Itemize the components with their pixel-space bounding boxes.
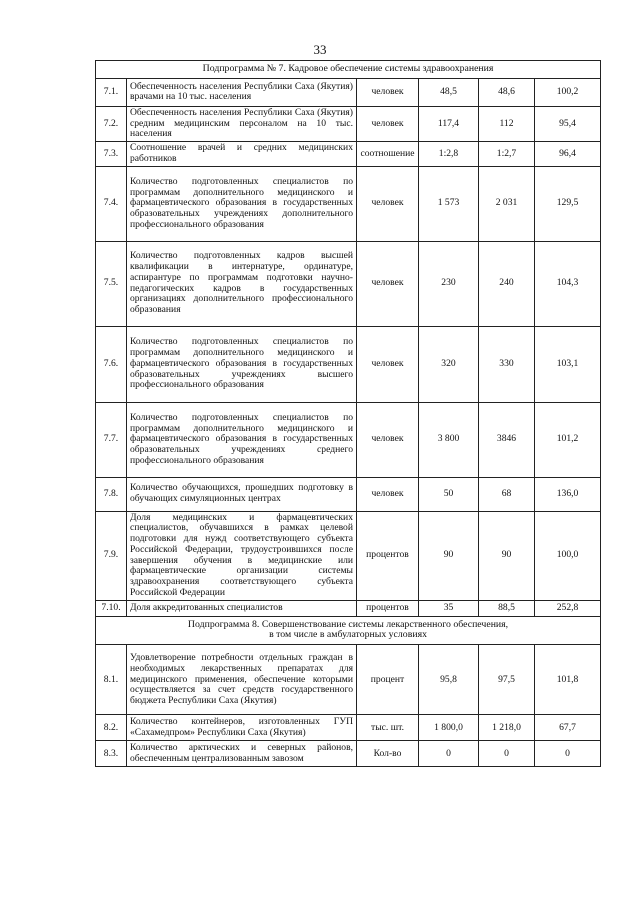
table-row [96, 715, 601, 741]
plan-value: 117,4 [419, 106, 479, 141]
fact-value: 68 [479, 477, 535, 511]
table-row [96, 741, 601, 767]
fact-value: 90 [479, 511, 535, 600]
completion-percent: 104,3 [535, 241, 601, 326]
plan-value: 90 [419, 511, 479, 600]
fact-value: 3846 [479, 402, 535, 477]
fact-value: 112 [479, 106, 535, 141]
completion-percent: 0 [535, 741, 601, 767]
plan-value: 48,5 [419, 78, 479, 106]
subprogram-7-header [96, 61, 601, 79]
indicator-description: Количество контейнеров, изготовленных ГУП «Сахамедпром» Республики Саха (Якутия) [127, 715, 357, 741]
unit-of-measure: человек [357, 326, 419, 402]
plan-value: 1:2,8 [419, 142, 479, 166]
completion-percent: 101,8 [535, 645, 601, 715]
row-number: 7.9. [96, 511, 127, 600]
table-row [96, 106, 601, 141]
table-row [96, 326, 601, 402]
plan-value: 35 [419, 600, 479, 616]
table-row [96, 166, 601, 241]
completion-percent: 101,2 [535, 402, 601, 477]
completion-percent: 95,4 [535, 106, 601, 141]
indicator-description: Количество подготовленных специалистов по программам дополнительного медицинского и фармацевтического образования в государственных образовательных учреждениях высшего профессионального образования [127, 326, 357, 402]
fact-value: 330 [479, 326, 535, 402]
table-row [96, 511, 601, 600]
completion-percent: 67,7 [535, 715, 601, 741]
plan-value: 0 [419, 741, 479, 767]
unit-of-measure: человек [357, 78, 419, 106]
completion-percent: 96,4 [535, 142, 601, 166]
fact-value: 88,5 [479, 600, 535, 616]
unit-of-measure: человек [357, 402, 419, 477]
indicator-description: Соотношение врачей и средних медицинских работников [127, 142, 357, 166]
unit-of-measure: человек [357, 166, 419, 241]
plan-value: 1 573 [419, 166, 479, 241]
unit-of-measure: процентов [357, 511, 419, 600]
subprogram-7-title: Подпрограмма № 7. Кадровое обеспечение системы здравоохранения [96, 61, 601, 79]
table-row [96, 78, 601, 106]
completion-percent: 103,1 [535, 326, 601, 402]
unit-of-measure: соотношение [357, 142, 419, 166]
subprogram-8-title-line1: Подпрограмма 8. Совершенствование системы лекарственного обеспечения, [187, 618, 509, 630]
indicator-description: Количество арктических и северных районов, обеспеченным централизованным завозом [127, 741, 357, 767]
indicator-description: Обеспеченность населения Республики Саха (Якутия) средним медицинским персоналом на 10 тыс. населения [127, 106, 357, 141]
row-number: 8.2. [96, 715, 127, 741]
unit-of-measure: процентов [357, 600, 419, 616]
row-number: 7.1. [96, 78, 127, 106]
table-row [96, 645, 601, 715]
subprogram-8-title-line2: в том числе в амбулаторных условиях [269, 629, 427, 641]
row-number: 7.7. [96, 402, 127, 477]
indicator-description: Обеспеченность населения Республики Саха (Якутия) врачами на 10 тыс. населения [127, 78, 357, 106]
plan-value: 320 [419, 326, 479, 402]
indicator-description: Доля аккредитованных специалистов [127, 600, 357, 616]
row-number: 7.4. [96, 166, 127, 241]
subprogram-8-header [96, 616, 601, 645]
table-row [96, 241, 601, 326]
page-number: 33 [313, 42, 327, 57]
fact-value: 0 [479, 741, 535, 767]
row-number: 7.2. [96, 106, 127, 141]
fact-value: 48,6 [479, 78, 535, 106]
indicator-description: Количество обучающихся, прошедших подготовку в обучающих симуляционных центрах [127, 477, 357, 511]
unit-of-measure: человек [357, 241, 419, 326]
row-number: 7.10. [96, 600, 127, 616]
fact-value: 97,5 [479, 645, 535, 715]
completion-percent: 136,0 [535, 477, 601, 511]
plan-value: 1 800,0 [419, 715, 479, 741]
table-row [96, 402, 601, 477]
row-number: 7.8. [96, 477, 127, 511]
indicator-description: Доля медицинских и фармацевтических специалистов, обучавшихся в рамках целевой подготовки для нужд соответствующего субъекта Российской Федерации, трудоустроившихся после завершения обучения в медицинские или фармацевтические организации системы здравоохранения соответствующего субъекта Российской Федерации [127, 511, 357, 600]
plan-value: 95,8 [419, 645, 479, 715]
fact-value: 240 [479, 241, 535, 326]
row-number: 7.6. [96, 326, 127, 402]
plan-value: 50 [419, 477, 479, 511]
completion-percent: 129,5 [535, 166, 601, 241]
unit-of-measure: Кол-во [357, 741, 419, 767]
plan-value: 230 [419, 241, 479, 326]
unit-of-measure: человек [357, 106, 419, 141]
table-row [96, 600, 601, 616]
fact-value: 2 031 [479, 166, 535, 241]
subprogram-8-title [96, 616, 601, 645]
indicator-description: Количество подготовленных специалистов по программам дополнительного медицинского и фармацевтического образования в государственных образовательных учреждениях дополнительного профессионального образования [127, 166, 357, 241]
row-number: 8.1. [96, 645, 127, 715]
table-row [96, 477, 601, 511]
completion-percent: 100,2 [535, 78, 601, 106]
fact-value: 1 218,0 [479, 715, 535, 741]
table-row [96, 142, 601, 166]
row-number: 7.3. [96, 142, 127, 166]
unit-of-measure: процент [357, 645, 419, 715]
indicators-table [95, 60, 601, 767]
row-number: 7.5. [96, 241, 127, 326]
indicator-description: Количество подготовленных кадров высшей квалификации в интернатуре, ординатуре, аспирантуре по программам подготовки научно-педагогических кадров в государственных организациях дополнительного профессионального образования [127, 241, 357, 326]
plan-value: 3 800 [419, 402, 479, 477]
indicator-description: Удовлетворение потребности отдельных граждан в необходимых лекарственных препаратах для медицинского применения, обеспечение которыми осуществляется за счет средств государственного бюджета Республики Саха (Якутия) [127, 645, 357, 715]
completion-percent: 100,0 [535, 511, 601, 600]
unit-of-measure: тыс. шт. [357, 715, 419, 741]
fact-value: 1:2,7 [479, 142, 535, 166]
unit-of-measure: человек [357, 477, 419, 511]
completion-percent: 252,8 [535, 600, 601, 616]
row-number: 8.3. [96, 741, 127, 767]
indicator-description: Количество подготовленных специалистов по программам дополнительного медицинского и фармацевтического образования в государственных образовательных учреждениях среднего профессионального образования [127, 402, 357, 477]
